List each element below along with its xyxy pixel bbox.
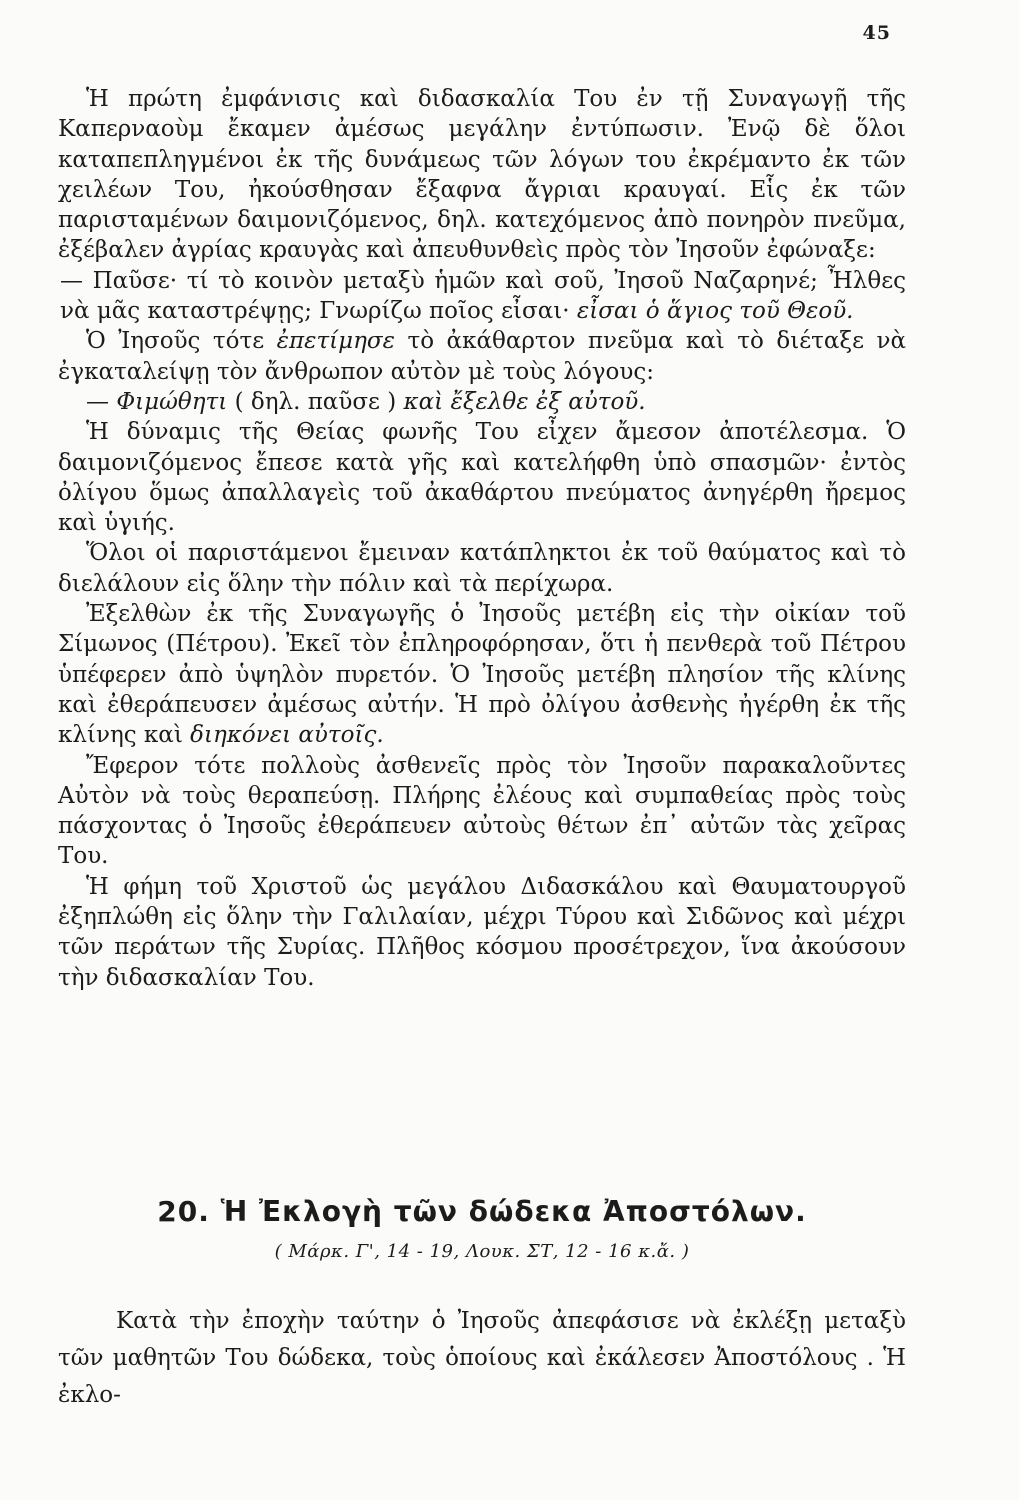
chapter-intro bbox=[58, 1303, 906, 1414]
paragraph-simon-house bbox=[58, 599, 906, 750]
chapter-heading: 20. Ἡ Ἐκλογὴ τῶν δώδεκα Ἀποστόλων. bbox=[157, 1195, 807, 1228]
page-number: 45 bbox=[862, 22, 891, 44]
demon-speech-italic: εἶσαι ὁ ἅγιος τοῦ Θεοῦ. bbox=[576, 298, 854, 325]
command-prefix: — bbox=[86, 388, 109, 415]
paragraph-chapter-intro: Κατὰ τὴν ἐποχὴν ταύτην ὁ Ἰησοῦς ἀπεφάσισε νὰ ἐκλέξῃ μεταξὺ τῶν μαθητῶν Του δώδεκα, τοὺς ὁποίους καὶ ἐκάλεσεν Ἀποστόλους . Ἡ ἐκλο- bbox=[58, 1308, 906, 1408]
simon-house-text: Ἐξελθὼν ἐκ τῆς Συναγωγῆς ὁ Ἰησοῦς μετέβη εἰς τὴν οἰκίαν τοῦ Σίμωνος (Πέτρου). Ἐκεῖ τὸν ἐπληροφόρησαν, ὅτι ἡ πενθερὰ τοῦ Πέτρου ὑπέφερεν ἀπὸ ὑψηλὸν πυρετόν. Ὁ Ἰησοῦς μετέβη πλησίον τῆς κλίνης καὶ ἐθεράπευσεν ἀμέσως αὐτήν. Ἡ πρὸ ὀλίγου ἀσθενὴς ἠγέρθη ἐκ τῆς κλίνης καὶ bbox=[58, 601, 906, 749]
simon-house-italic: διηκόνει αὐτοῖς. bbox=[190, 722, 384, 749]
rebuke-after: τὸ ἀκάθαρτον πνεῦμα καὶ τὸ διέταξε νὰ ἐγκαταλείψῃ τὸν ἄνθρωπον αὐτὸν μὲ τοὺς λόγους: bbox=[58, 328, 907, 385]
demon-speech-text: — Παῦσε· τί τὸ κοινὸν μεταξὺ ἡμῶν καὶ σοῦ, Ἰησοῦ Ναζαρηνέ; Ἦλθες νὰ μᾶς καταστρέψῃς; Γνωρίζω ποῖος εἶσαι· bbox=[60, 267, 906, 325]
paragraph-healing: Ἔφερον τότε πολλοὺς ἀσθενεῖς πρὸς τὸν Ἰησοῦν παρακαλοῦντες Αὐτὸν νὰ τοὺς θεραπεύσῃ. Πλήρης ἐλέους καὶ συμπαθείας πρὸς τοὺς πάσχοντας ὁ Ἰησοῦς ἐθεράπευεν αὐτοὺς θέτων ἐπ᾽ αὐτῶν τὰς χεῖρας Του. bbox=[58, 752, 906, 870]
paragraph-fame: Ἡ φήμη τοῦ Χριστοῦ ὡς μεγάλου Διδασκάλου καὶ Θαυματουργοῦ ἐξηπλώθη εἰς ὅλην τὴν Γαλιλαίαν, μέχρι Τύρου καὶ Σιδῶνος καὶ μέχρι τῶν περάτων τῆς Συρίας. Πλῆθος κόσμου προσέτρεχον, ἵνα ἀκούσουν τὴν διδασκαλίαν Του. bbox=[58, 873, 906, 991]
rebuke-italic: ἐπετίμησε bbox=[276, 328, 395, 355]
paragraph-amazement: Ὅλοι οἱ παριστάμενοι ἔμειναν κατάπληκτοι ἐκ τοῦ θαύματος καὶ τὸ διελάλουν εἰς ὅλην τὴν πόλιν καὶ τὰ περίχωρα. bbox=[58, 540, 906, 597]
paragraph-demon-speech bbox=[58, 266, 906, 327]
paragraph-power: Ἡ δύναμις τῆς Θείας φωνῆς Του εἶχεν ἄμεσον ἀποτέλεσμα. Ὁ δαιμονιζόμενος ἔπεσε κατὰ γῆς καὶ κατελήφθη ὑπὸ σπασμῶν· ἐντὸς ὀλίγου ὅμως ἀπαλλαγεὶς τοῦ ἀκαθάρτου πνεύματος ἀνηγέρθη ἤρεμος καὶ ὑγιής. bbox=[58, 419, 906, 537]
chapter-reference: ( Μάρκ. Γ', 14 - 19, Λουκ. ΣΤ, 12 - 16 κ.ἄ. ) bbox=[274, 1241, 690, 1262]
command-middle: ( δηλ. παῦσε ) bbox=[234, 388, 397, 415]
rebuke-before: Ὁ Ἰησοῦς τότε bbox=[86, 328, 265, 355]
paragraph-synagogue: Ἡ πρώτη ἐμφάνισις καὶ διδασκαλία Του ἐν τῇ Συναγωγῇ τῆς Καπερναοὺμ ἔκαμεν ἀμέσως μεγάλην ἐντύπωσιν. Ἐνῷ δὲ ὅλοι καταπεπληγμένοι ἐκ τῆς δυνάμεως τῶν λόγων του ἐκρέμαντο ἐκ τῶν χειλέων Του, ἠκούσθησαν ἔξαφνα ἄγριαι κραυγαί. Εἷς ἐκ τῶν παρισταμένων δαιμονιζόμενος, δηλ. κατεχόμενος ἀπὸ πονηρὸν πνεῦμα, ἐξέβαλεν ἀγρίας κραυγὰς καὶ ἀπευθυνθεὶς πρὸς τὸν Ἰησοῦν ἐφώναξε: bbox=[58, 86, 906, 264]
command-italic: Φιμώθητι bbox=[116, 388, 228, 415]
paragraph-rebuke bbox=[58, 326, 906, 387]
body-text bbox=[58, 84, 906, 993]
command-italic-2: καὶ ἔξελθε ἐξ αὐτοῦ. bbox=[403, 388, 646, 415]
paragraph-command bbox=[58, 387, 906, 417]
